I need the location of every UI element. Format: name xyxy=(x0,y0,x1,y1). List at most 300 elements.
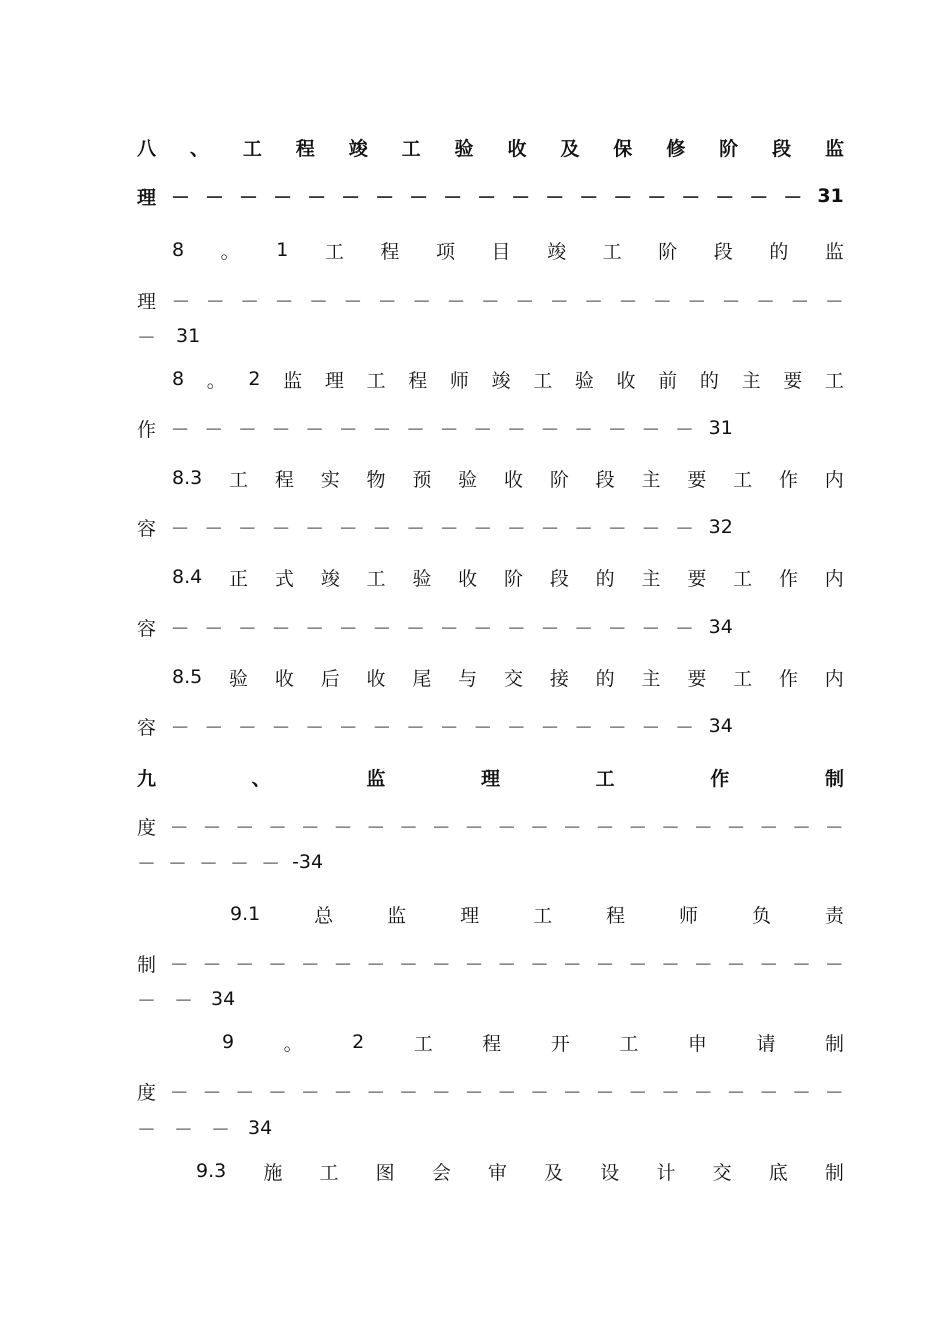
toc-token: － xyxy=(274,290,294,313)
toc-section-8-1-leader[interactable] xyxy=(137,285,844,315)
toc-token: 监 xyxy=(387,904,407,927)
toc-token: － xyxy=(204,716,224,739)
toc-token: － xyxy=(726,1081,746,1104)
toc-token: － xyxy=(271,418,291,441)
toc-token: 工 xyxy=(824,369,844,392)
toc-token: 施 xyxy=(263,1161,283,1184)
toc-token: － xyxy=(239,186,259,209)
toc-token: 请 xyxy=(756,1032,776,1055)
toc-token: － xyxy=(473,716,493,739)
toc-token: 段 xyxy=(772,137,792,160)
toc-token: 的 xyxy=(595,567,615,590)
toc-section-8-1-page[interactable] xyxy=(137,321,200,351)
toc-token: － xyxy=(308,290,328,313)
toc-token: 理 xyxy=(137,186,157,209)
toc-token: － xyxy=(515,290,535,313)
toc-token: 度 xyxy=(137,816,157,839)
toc-token: － xyxy=(641,517,661,540)
toc-token: － xyxy=(506,517,526,540)
toc-token: 竣 xyxy=(547,240,567,263)
toc-token: － xyxy=(431,1081,451,1104)
toc-token: 与 xyxy=(458,667,478,690)
toc-token: 前 xyxy=(658,369,678,392)
toc-token: 工 xyxy=(401,137,421,160)
toc-token: － xyxy=(759,816,779,839)
toc-token: 收 xyxy=(616,369,636,392)
toc-token: 阶 xyxy=(504,567,524,590)
toc-token: － xyxy=(439,517,459,540)
toc-token: － xyxy=(641,418,661,441)
toc-token: － xyxy=(366,816,386,839)
toc-token: 。 xyxy=(283,1032,303,1055)
toc-token: － xyxy=(204,517,224,540)
toc-token: 理 xyxy=(480,767,500,790)
toc-token: 责 xyxy=(824,904,844,927)
toc-token: 收 xyxy=(458,567,478,590)
toc-token: 内 xyxy=(824,667,844,690)
toc-token: － xyxy=(675,617,695,640)
toc-section-8-3-title[interactable] xyxy=(172,463,844,493)
toc-section-8-4-leader[interactable] xyxy=(137,612,733,642)
toc-token: 验 xyxy=(454,137,474,160)
toc-token: － xyxy=(204,418,224,441)
toc-token: 工 xyxy=(619,1032,639,1055)
toc-token: － xyxy=(230,852,250,875)
toc-token: 作 xyxy=(778,667,798,690)
toc-token: － xyxy=(333,816,353,839)
toc-token: 程 xyxy=(380,240,400,263)
toc-token: 容 xyxy=(137,517,157,540)
toc-token: － xyxy=(261,852,281,875)
toc-token: 31 xyxy=(176,325,201,347)
toc-token: 验 xyxy=(229,667,249,690)
toc-token: － xyxy=(366,953,386,976)
toc-token: 9.1 xyxy=(230,903,261,925)
toc-token: － xyxy=(174,1118,194,1141)
toc-token: － xyxy=(790,290,810,313)
toc-section-9-3-title[interactable] xyxy=(196,1156,844,1186)
toc-token: － xyxy=(305,716,325,739)
toc-token: 8 xyxy=(172,368,185,390)
toc-token: 接 xyxy=(549,667,569,690)
toc-token: － xyxy=(540,418,560,441)
toc-token: － xyxy=(473,418,493,441)
toc-token: 8.3 xyxy=(172,467,203,489)
toc-token: － xyxy=(464,816,484,839)
toc-token: 容 xyxy=(137,716,157,739)
toc-token: 师 xyxy=(449,369,469,392)
toc-token: 九 xyxy=(137,767,157,790)
toc-token: － xyxy=(439,617,459,640)
toc-token: － xyxy=(540,517,560,540)
toc-token: － xyxy=(497,953,517,976)
toc-token: 保 xyxy=(613,137,633,160)
toc-token: － xyxy=(170,517,190,540)
toc-chapter-8-title[interactable] xyxy=(137,132,844,162)
toc-token: 34 xyxy=(211,988,236,1010)
toc-token: － xyxy=(237,418,257,441)
toc-token: － xyxy=(406,716,426,739)
toc-token: 34 xyxy=(708,616,733,638)
toc-token: － xyxy=(792,953,812,976)
toc-token: 收 xyxy=(274,667,294,690)
toc-token: 31 xyxy=(817,185,844,207)
toc-token: － xyxy=(237,716,257,739)
toc-token: － xyxy=(613,186,633,209)
toc-token: 作 xyxy=(778,567,798,590)
toc-token: － xyxy=(759,1081,779,1104)
toc-token: － xyxy=(607,716,627,739)
toc-token: 工 xyxy=(533,369,553,392)
toc-token: － xyxy=(268,1081,288,1104)
toc-token: － xyxy=(439,418,459,441)
toc-token: 阶 xyxy=(719,137,739,160)
toc-token: － xyxy=(562,1081,582,1104)
toc-token: 8.4 xyxy=(172,566,203,588)
toc-token: 及 xyxy=(560,137,580,160)
toc-token: -34 xyxy=(292,851,324,873)
toc-token: 主 xyxy=(641,567,661,590)
toc-token: 工 xyxy=(366,567,386,590)
toc-token: － xyxy=(431,816,451,839)
toc-token: － xyxy=(511,186,531,209)
toc-token: － xyxy=(464,953,484,976)
toc-token: － xyxy=(574,517,594,540)
toc-token: 物 xyxy=(366,468,386,491)
toc-token: － xyxy=(618,290,638,313)
toc-token: 程 xyxy=(295,137,315,160)
toc-token: － xyxy=(675,418,695,441)
toc-token: － xyxy=(726,816,746,839)
toc-token: － xyxy=(715,186,735,209)
toc-token: － xyxy=(628,816,648,839)
toc-token: － xyxy=(372,617,392,640)
toc-token: 、 xyxy=(251,767,271,790)
toc-section-9-1-page[interactable] xyxy=(137,984,235,1014)
toc-token: － xyxy=(530,1081,550,1104)
toc-token: 2 xyxy=(352,1031,365,1053)
toc-token: － xyxy=(540,617,560,640)
toc-section-9-1-title[interactable] xyxy=(230,899,844,929)
toc-token: － xyxy=(530,953,550,976)
toc-token: 8 xyxy=(172,239,185,261)
toc-token: － xyxy=(661,1081,681,1104)
toc-token: 工 xyxy=(413,1032,433,1055)
toc-chapter-8-leader[interactable] xyxy=(137,181,844,211)
toc-token: － xyxy=(237,517,257,540)
toc-token: 制 xyxy=(824,767,844,790)
toc-token: 会 xyxy=(431,1161,451,1184)
toc-token: 理 xyxy=(460,904,480,927)
toc-token: － xyxy=(205,290,225,313)
toc-token: － xyxy=(783,186,803,209)
toc-chapter-9-page[interactable] xyxy=(137,847,323,877)
toc-token: － xyxy=(170,617,190,640)
toc-token: － xyxy=(628,953,648,976)
toc-token: － xyxy=(792,1081,812,1104)
toc-token: 程 xyxy=(606,904,626,927)
toc-token: － xyxy=(595,1081,615,1104)
toc-token: 目 xyxy=(491,240,511,263)
toc-token: 收 xyxy=(504,468,524,491)
toc-token: 竣 xyxy=(320,567,340,590)
toc-token: － xyxy=(372,716,392,739)
toc-token: － xyxy=(477,186,497,209)
toc-token: － xyxy=(268,816,288,839)
toc-section-8-4-title[interactable] xyxy=(172,562,844,592)
toc-token: 工 xyxy=(229,468,249,491)
toc-token: － xyxy=(473,617,493,640)
toc-token: 监 xyxy=(283,369,303,392)
toc-token: 工 xyxy=(733,667,753,690)
toc-section-8-2-leader[interactable] xyxy=(137,413,733,443)
toc-token: 、 xyxy=(189,137,209,160)
toc-token: 设 xyxy=(600,1161,620,1184)
toc-token: 作 xyxy=(778,468,798,491)
toc-token: 负 xyxy=(751,904,771,927)
toc-token: 31 xyxy=(708,417,733,439)
toc-token: 8.5 xyxy=(172,666,203,688)
toc-token: － xyxy=(652,290,672,313)
toc-token: － xyxy=(628,1081,648,1104)
toc-token: － xyxy=(607,617,627,640)
toc-section-8-3-leader[interactable] xyxy=(137,512,733,542)
toc-token: 制 xyxy=(137,953,157,976)
toc-token: 34 xyxy=(248,1117,273,1139)
toc-token: 要 xyxy=(687,667,707,690)
toc-token: － xyxy=(406,418,426,441)
toc-token: 主 xyxy=(641,468,661,491)
toc-section-9-2-leader[interactable] xyxy=(137,1076,844,1106)
toc-token: － xyxy=(756,290,776,313)
toc-token: － xyxy=(446,290,466,313)
toc-token: － xyxy=(168,852,188,875)
toc-token: － xyxy=(530,816,550,839)
toc-token: － xyxy=(268,953,288,976)
toc-token: － xyxy=(406,617,426,640)
toc-token: － xyxy=(372,517,392,540)
toc-token: 验 xyxy=(458,468,478,491)
toc-section-8-5-title[interactable] xyxy=(172,662,844,692)
toc-token: － xyxy=(693,1081,713,1104)
toc-token: 2 xyxy=(248,368,261,390)
toc-token: 实 xyxy=(320,468,340,491)
toc-token: － xyxy=(235,816,255,839)
toc-token: － xyxy=(235,953,255,976)
toc-token: 验 xyxy=(412,567,432,590)
toc-token: － xyxy=(338,517,358,540)
toc-token: － xyxy=(693,953,713,976)
toc-token: － xyxy=(607,418,627,441)
toc-token: － xyxy=(661,953,681,976)
toc-token: 总 xyxy=(314,904,334,927)
toc-token: － xyxy=(759,953,779,976)
toc-token: － xyxy=(338,617,358,640)
toc-token: 理 xyxy=(137,290,157,313)
toc-token: － xyxy=(412,290,432,313)
toc-token: 阶 xyxy=(658,240,678,263)
toc-token: － xyxy=(506,617,526,640)
toc-token: 监 xyxy=(824,240,844,263)
toc-token: － xyxy=(305,517,325,540)
toc-section-8-5-leader[interactable] xyxy=(137,711,733,741)
toc-token: － xyxy=(199,852,219,875)
toc-token: 工 xyxy=(533,904,553,927)
toc-token: － xyxy=(171,290,191,313)
toc-token: 制 xyxy=(824,1161,844,1184)
toc-token: 底 xyxy=(768,1161,788,1184)
toc-token: － xyxy=(545,186,565,209)
toc-token: 尾 xyxy=(412,667,432,690)
toc-token: － xyxy=(205,186,225,209)
toc-token: － xyxy=(137,326,157,349)
toc-token: 预 xyxy=(412,468,432,491)
toc-token: 竣 xyxy=(491,369,511,392)
toc-token: － xyxy=(169,816,189,839)
toc-token: － xyxy=(792,816,812,839)
toc-token: － xyxy=(333,953,353,976)
toc-token: 式 xyxy=(274,567,294,590)
toc-token: － xyxy=(372,418,392,441)
toc-token: 正 xyxy=(229,567,249,590)
toc-token: － xyxy=(300,816,320,839)
toc-token: － xyxy=(271,617,291,640)
toc-token: 度 xyxy=(137,1081,157,1104)
toc-token: － xyxy=(169,1081,189,1104)
toc-token: － xyxy=(271,517,291,540)
toc-token: 程 xyxy=(408,369,428,392)
toc-token: 要 xyxy=(687,468,707,491)
toc-token: 9 xyxy=(222,1031,235,1053)
toc-token: － xyxy=(480,290,500,313)
toc-chapter-9-leader[interactable] xyxy=(137,811,844,841)
toc-token: 验 xyxy=(574,369,594,392)
toc-token: － xyxy=(333,1081,353,1104)
toc-token: － xyxy=(305,418,325,441)
toc-token: － xyxy=(169,953,189,976)
toc-section-8-1-title[interactable] xyxy=(172,235,844,265)
toc-token: 监 xyxy=(366,767,386,790)
toc-token: － xyxy=(641,716,661,739)
toc-token: － xyxy=(464,1081,484,1104)
toc-token: － xyxy=(338,716,358,739)
toc-token: 内 xyxy=(824,567,844,590)
toc-token: 八 xyxy=(137,137,157,160)
toc-token: － xyxy=(170,716,190,739)
toc-token: － xyxy=(399,816,419,839)
toc-token: － xyxy=(506,418,526,441)
toc-token: － xyxy=(562,953,582,976)
toc-section-9-2-title[interactable] xyxy=(222,1027,844,1057)
toc-token: 制 xyxy=(824,1032,844,1055)
toc-token: 32 xyxy=(708,516,733,538)
toc-token: 师 xyxy=(679,904,699,927)
toc-token: － xyxy=(300,953,320,976)
toc-token: － xyxy=(549,290,569,313)
toc-token: － xyxy=(681,186,701,209)
toc-token: 9.3 xyxy=(196,1160,227,1182)
toc-token: － xyxy=(726,953,746,976)
toc-token: － xyxy=(647,186,667,209)
toc-token: － xyxy=(202,1081,222,1104)
toc-section-8-2-title[interactable] xyxy=(172,364,844,394)
toc-token: － xyxy=(687,290,707,313)
toc-token: － xyxy=(377,290,397,313)
toc-token: － xyxy=(305,617,325,640)
toc-token: － xyxy=(721,290,741,313)
toc-token: 竣 xyxy=(348,137,368,160)
toc-token: － xyxy=(237,617,257,640)
toc-token: 图 xyxy=(375,1161,395,1184)
toc-token: 34 xyxy=(708,715,733,737)
toc-token: － xyxy=(540,716,560,739)
toc-token: － xyxy=(497,816,517,839)
toc-token: － xyxy=(170,418,190,441)
toc-token: 工 xyxy=(733,567,753,590)
toc-token: － xyxy=(375,186,395,209)
toc-token: 工 xyxy=(602,240,622,263)
toc-token: 交 xyxy=(712,1161,732,1184)
toc-section-9-2-page[interactable] xyxy=(137,1113,272,1143)
toc-token: 段 xyxy=(713,240,733,263)
toc-token: 的 xyxy=(595,667,615,690)
toc-token: － xyxy=(273,186,293,209)
toc-token: 主 xyxy=(641,667,661,690)
toc-token: 1 xyxy=(276,239,289,261)
toc-section-9-1-leader[interactable] xyxy=(137,948,844,978)
toc-token: － xyxy=(202,816,222,839)
toc-token: － xyxy=(307,186,327,209)
toc-token: － xyxy=(693,816,713,839)
toc-token: 理 xyxy=(324,369,344,392)
toc-token: － xyxy=(641,617,661,640)
toc-token: 收 xyxy=(366,667,386,690)
toc-token: － xyxy=(366,1081,386,1104)
toc-token: － xyxy=(607,517,627,540)
toc-token: － xyxy=(595,953,615,976)
toc-token: － xyxy=(824,953,844,976)
toc-token: － xyxy=(300,1081,320,1104)
toc-token: 。 xyxy=(206,369,226,392)
toc-chapter-9-title[interactable] xyxy=(137,762,844,792)
toc-token: 工 xyxy=(319,1161,339,1184)
toc-token: 工 xyxy=(595,767,615,790)
toc-token: － xyxy=(137,1118,157,1141)
toc-token: － xyxy=(171,186,191,209)
toc-token: － xyxy=(749,186,769,209)
toc-token: － xyxy=(661,816,681,839)
toc-token: 监 xyxy=(824,137,844,160)
toc-token: － xyxy=(675,716,695,739)
toc-token: 申 xyxy=(687,1032,707,1055)
toc-token: 交 xyxy=(504,667,524,690)
toc-token: － xyxy=(204,617,224,640)
toc-token: － xyxy=(584,290,604,313)
toc-token: － xyxy=(675,517,695,540)
toc-token: 收 xyxy=(507,137,527,160)
toc-token: 及 xyxy=(544,1161,564,1184)
toc-token: 的 xyxy=(769,240,789,263)
toc-token: － xyxy=(506,716,526,739)
toc-token: － xyxy=(574,617,594,640)
toc-token: 作 xyxy=(710,767,730,790)
toc-token: 主 xyxy=(741,369,761,392)
toc-token: 要 xyxy=(687,567,707,590)
toc-token: － xyxy=(202,953,222,976)
toc-token: － xyxy=(431,953,451,976)
toc-token: － xyxy=(137,852,157,875)
toc-token: 计 xyxy=(656,1161,676,1184)
